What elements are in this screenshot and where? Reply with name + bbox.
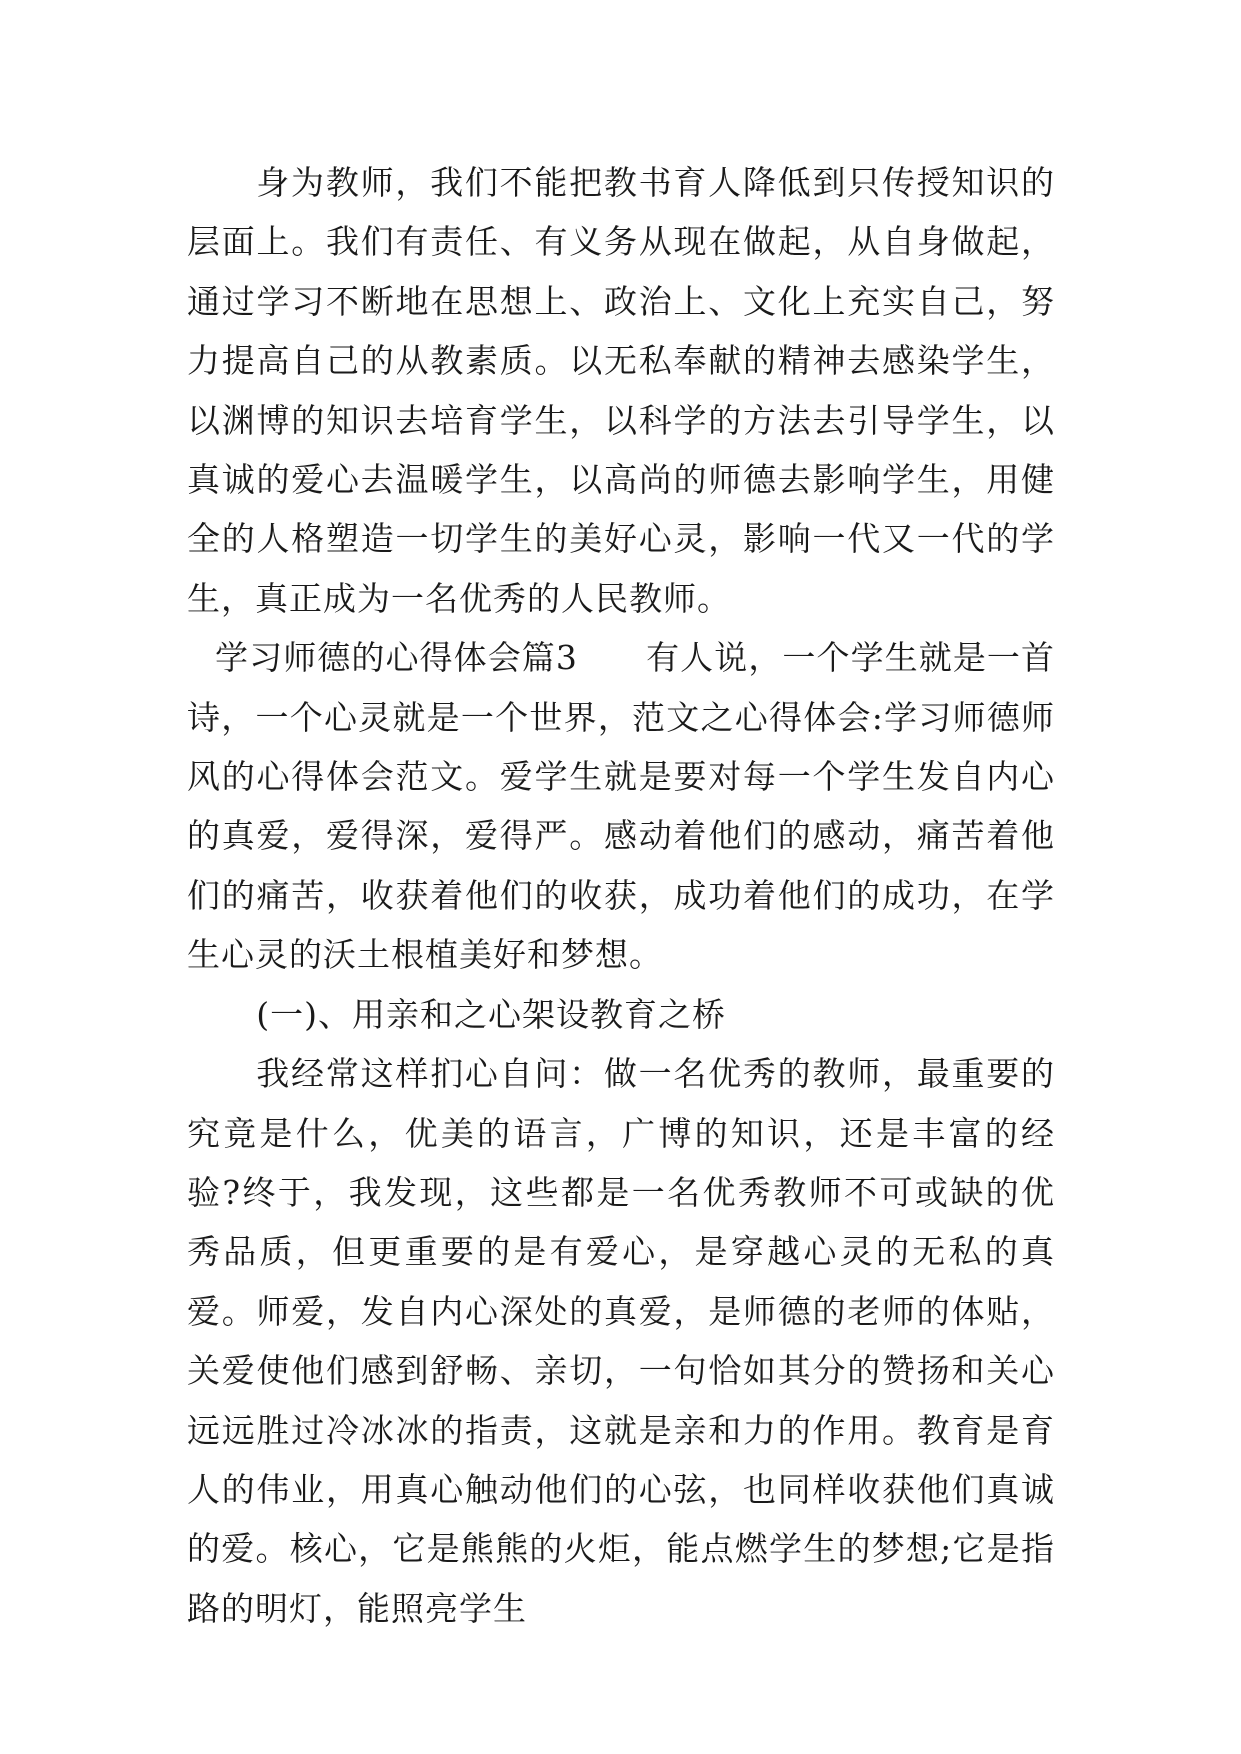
document-body (187, 153, 1055, 1638)
paragraph-section-3-intro: 学习师德的心得体会篇3 有人说，一个学生就是一首诗，一个心灵就是一个世界，范文之心得体会:学习师德师风的心得体会范文。爱学生就是要对每一个学生发自内心的真爱，爱得深，爱得严。感动着他们的感动，痛苦着他们的痛苦，收获着他们的收获，成功着他们的成功，在学生心灵的沃土根植美好和梦想。 (187, 638, 1055, 975)
section-subheading-1: (一)、用亲和之心架设教育之桥 (256, 994, 727, 1034)
paragraph-self-reflection: 我经常这样扪心自问：做一名优秀的教师，最重要的究竟是什么，优美的语言，广博的知识，还是丰富的经验?终于，我发现，这些都是一名优秀教师不可或缺的优秀品质，但更重要的是有爱心，是穿越心灵的无私的真爱。师爱，发自内心深处的真爱，是师德的老师的体贴，关爱使他们感到舒畅、亲切，一句恰如其分的赞扬和关心远远胜过冷冰冰的指责，这就是亲和力的作用。教育是育人的伟业，用真心触动他们的心弦，也同样收获他们真诚的爱。核心，它是熊熊的火炬，能点燃学生的梦想;它是指路的明灯，能照亮学生 (187, 1054, 1055, 1628)
paragraph-teacher-responsibility: 身为教师，我们不能把教书育人降低到只传授知识的层面上。我们有责任、有义务从现在做起，从自身做起，通过学习不断地在思想上、政治上、文化上充实自己，努力提高自己的从教素质。以无私奉献的精神去感染学生，以渊博的知识去培育学生，以科学的方法去引导学生，以真诚的爱心去温暖学生，以高尚的师德去影响学生，用健全的人格塑造一切学生的美好心灵，影响一代又一代的学生，真正成为一名优秀的人民教师。 (187, 163, 1055, 618)
